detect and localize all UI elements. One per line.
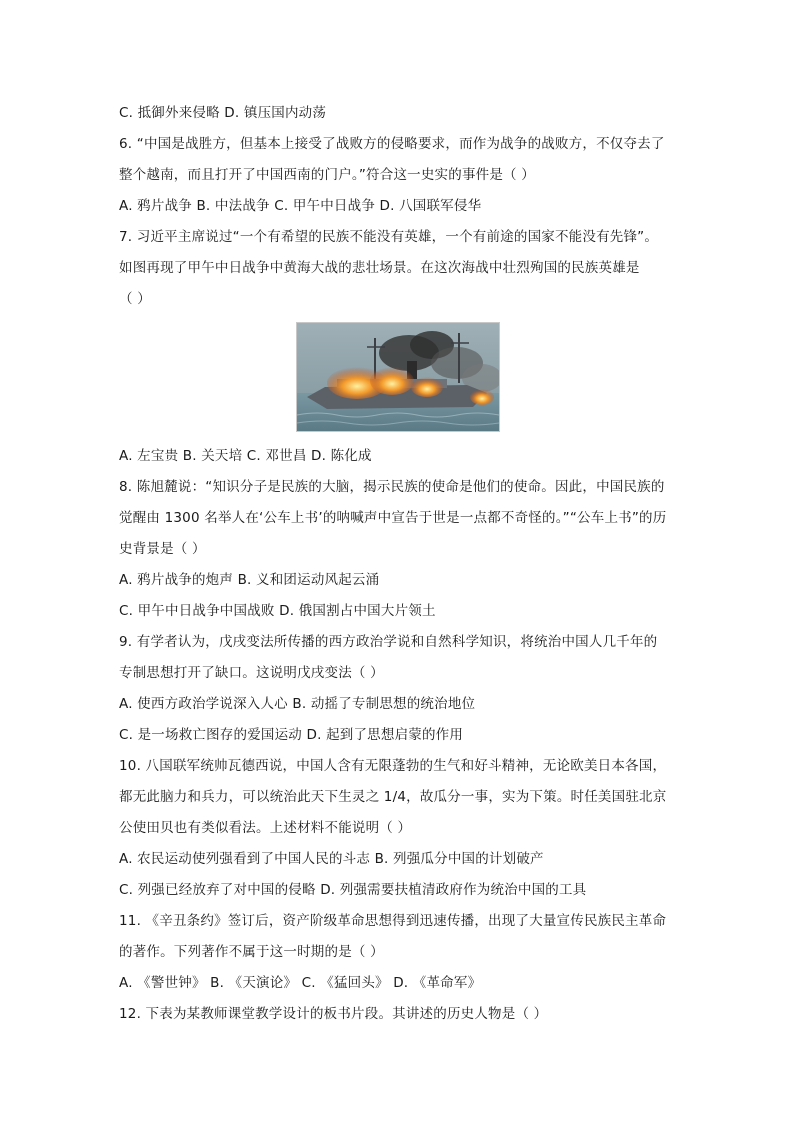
question-11-line-2: 的著作。下列著作不属于这一时期的是（ ） [119,944,384,960]
question-10-line-1: 10. 八国联军统帅瓦德西说，中国人含有无限蓬勃的生气和好斗精神，无论欧美日本各国， [119,758,667,774]
question-9-options-ab: A. 使西方政治学说深入人心 B. 动摇了专制思想的统治地位 [119,696,476,712]
question-8-options-ab: A. 鸦片战争的炮声 B. 义和团运动风起云涌 [119,572,380,588]
warship-battle-photo [296,322,500,432]
question-8-line-3: 史背景是（ ） [119,541,206,557]
question-7-options: A. 左宝贵 B. 关天培 C. 邓世昌 D. 陈化成 [119,448,372,464]
question-11-options: A. 《警世钟》 B. 《天演论》 C. 《猛回头》 D. 《革命军》 [119,975,482,991]
warship-battle-illustration [297,323,499,431]
question-8-line-1: 8. 陈旭麓说：“知识分子是民族的大脑，揭示民族的使命是他们的使命。因此，中国民族的 [119,479,665,495]
question-7-line-3: （ ） [119,291,151,307]
question-8-options-cd: C. 甲午中日战争中国战败 D. 俄国割占中国大片领土 [119,603,436,619]
question-9-options-cd: C. 是一场救亡图存的爱国运动 D. 起到了思想启蒙的作用 [119,727,464,743]
question-10-line-3: 公使田贝也有类似看法。上述材料不能说明（ ） [119,820,412,836]
question-9-line-1: 9. 有学者认为，戊戌变法所传播的西方政治学说和自然科学知识，将统治中国人几千年的 [119,634,658,650]
question-7-line-1: 7. 习近平主席说过“一个有希望的民族不能没有英雄，一个有前途的国家不能没有先锋”。 [119,229,659,245]
question-10-options-ab: A. 农民运动使列强看到了中国人民的斗志 B. 列强瓜分中国的计划破产 [119,851,544,867]
question-11-line-1: 11. 《辛丑条约》签订后，资产阶级革命思想得到迅速传播，出现了大量宣传民族民主革命 [119,913,667,929]
question-12-line-1: 12. 下表为某教师课堂教学设计的板书片段。其讲述的历史人物是（ ） [119,1006,548,1022]
option-line-q5-cd: C. 抵御外来侵略 D. 镇压国内动荡 [119,105,327,121]
question-7-line-2: 如图再现了甲午中日战争中黄海大战的悲壮场景。在这次海战中壮烈殉国的民族英雄是 [119,260,640,276]
question-10-options-cd: C. 列强已经放弃了对中国的侵略 D. 列强需要扶植清政府作为统治中国的工具 [119,882,587,898]
question-8-line-2: 觉醒由 1300 名举人在‘公车上书’的呐喊声中宣告于世是一点都不奇怪的。”“公车上书”的历 [119,510,667,526]
question-6-options: A. 鸦片战争 B. 中法战争 C. 甲午中日战争 D. 八国联军侵华 [119,198,482,214]
question-6-line-1: 6. “中国是战胜方，但基本上接受了战败方的侵略要求，而作为战争的战败方，不仅夺去了 [119,136,665,152]
question-6-line-2: 整个越南，而且打开了中国西南的门户。”符合这一史实的事件是（ ） [119,167,535,183]
question-9-line-2: 专制思想打开了缺口。这说明戊戌变法（ ） [119,665,384,681]
question-10-line-2: 都无此脑力和兵力，可以统治此天下生灵之 1/4，故瓜分一事，实为下策。时任美国驻北京 [119,789,667,805]
